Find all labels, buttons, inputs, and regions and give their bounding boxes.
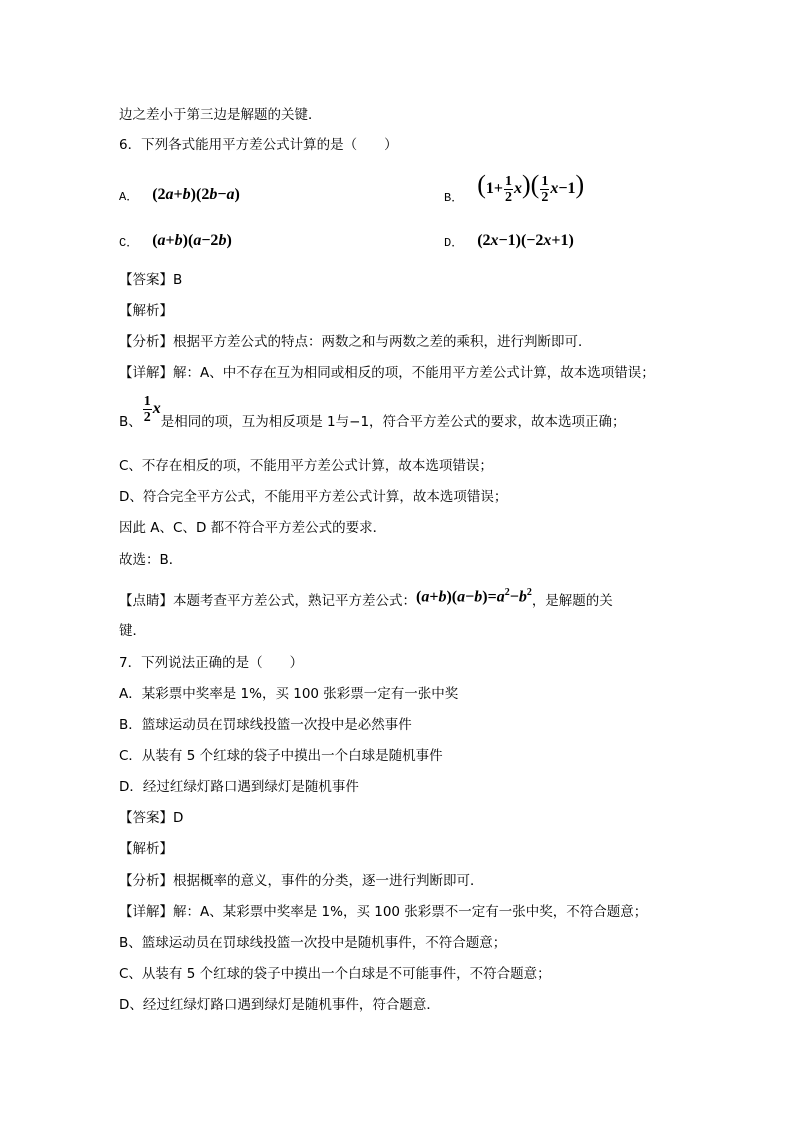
question-7-stem: 7．下列说法正确的是（ ） xyxy=(119,655,304,671)
q7-detail-d: D、经过红绿灯路口遇到绿灯是随机事件，符合题意． xyxy=(119,997,440,1013)
math-expression: (a+b)(a−2b) xyxy=(152,232,232,249)
q7-option-d: D．经过红绿灯路口遇到绿灯是随机事件 xyxy=(119,779,359,795)
q7-detail-b: B、篮球运动员在罚球线投篮一次投中是随机事件，不符合题意； xyxy=(119,935,507,951)
q6-summary: 因此 A、C、D 都不符合平方差公式的要求． xyxy=(119,520,387,536)
question-6-stem: 6．下列各式能用平方差公式计算的是（ ） xyxy=(119,137,398,153)
option-label: D． xyxy=(444,236,464,250)
q6-key-point-tail: 键． xyxy=(119,623,146,639)
key-point-text: 【点睛】本题考查平方差公式，熟记平方差公式： xyxy=(119,593,416,610)
difference-of-squares-formula: $(a+b)(a-b)=a^2-b^2$ xyxy=(416,587,532,606)
q6-detail-c: C、不存在相反的项，不能用平方差公式计算，故本选项错误； xyxy=(119,458,493,474)
q7-detail: 【详解】解：A、某彩票中奖率是 1%，买 100 张彩票不一定有一张中奖，不符合题意； xyxy=(119,904,648,920)
q7-option-c: C．从装有 5 个红球的袋子中摸出一个白球是随机事件 xyxy=(119,748,443,764)
math-expression: (2x−1)(−2x+1) xyxy=(477,232,574,249)
b-prefix: B、 xyxy=(119,414,142,430)
math-expression: (2a+b)(2b−a) xyxy=(152,186,240,203)
q6-answer: 【答案】B xyxy=(119,272,183,288)
q7-option-b: B．篮球运动员在罚球线投篮一次投中是必然事件 xyxy=(119,717,412,733)
q6-detail-d: D、符合完全平方公式，不能用平方差公式计算，故本选项错误； xyxy=(119,489,508,505)
q6-key-point xyxy=(119,588,613,610)
q6-analysis: 【分析】根据平方差公式的特点：两数之和与两数之差的乘积，进行判断即可． xyxy=(119,334,592,350)
option-label: B． xyxy=(444,190,464,205)
q6-option-a xyxy=(119,186,240,204)
q7-analysis: 【分析】根据概率的意义，事件的分类，逐一进行判断即可． xyxy=(119,873,484,889)
b-text: 是相同的项，互为相反项是 1与−1，符合平方差公式的要求，故本选项正确； xyxy=(160,414,626,430)
prev-answer-tail: 边之差小于第三边是解题的关键． xyxy=(119,107,322,123)
q6-choose: 故选：B． xyxy=(119,552,183,568)
q6-option-b xyxy=(444,172,584,205)
option-label: C． xyxy=(119,236,139,250)
q7-answer: 【答案】D xyxy=(119,810,184,826)
q6-option-d xyxy=(444,232,574,250)
q6-jiexi-heading: 【解析】 xyxy=(119,303,173,319)
q7-option-a: A．某彩票中奖率是 1%，买 100 张彩票一定有一张中奖 xyxy=(119,686,459,702)
math-expression: (1+ $\frac{1}{2}$ x)( $\frac{1}{2}$ x−1) xyxy=(477,170,585,205)
key-point-text-end: ，是解题的关 xyxy=(531,593,613,610)
q7-jiexi-heading: 【解析】 xyxy=(119,841,173,857)
q6-detail-b xyxy=(119,394,626,431)
option-label: A． xyxy=(119,190,139,204)
q7-detail-c: C、从装有 5 个红球的袋子中摸出一个白球是不可能事件，不符合题意； xyxy=(119,966,551,982)
q6-option-c xyxy=(119,232,232,250)
fraction-half-x: $\frac{1}{2}$ x xyxy=(143,394,161,425)
q6-detail: 【详解】解：A、中不存在互为相同或相反的项，不能用平方差公式计算，故本选项错误； xyxy=(119,365,655,381)
